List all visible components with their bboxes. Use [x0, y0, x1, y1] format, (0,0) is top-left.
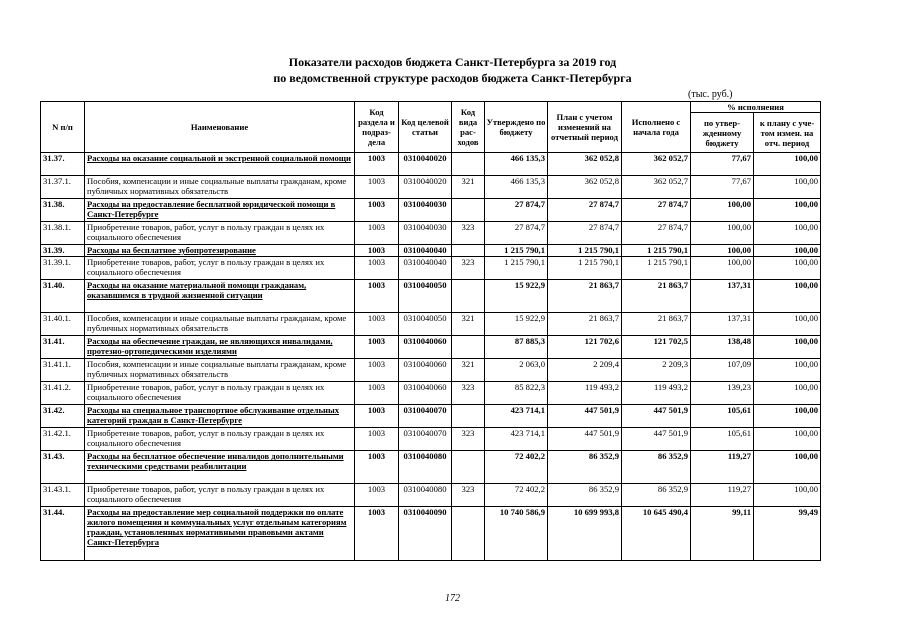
table-row	[41, 153, 821, 176]
cell-plan: 1 215 790,1	[548, 245, 622, 257]
cell-approved: 72 402,2	[485, 484, 548, 507]
cell-pct-plan: 99,49	[754, 507, 821, 561]
cell-pct-plan: 100,00	[754, 428, 821, 451]
cell-plan: 27 874,7	[548, 199, 622, 222]
cell-plan: 27 874,7	[548, 222, 622, 245]
cell-plan: 362 052,8	[548, 176, 622, 199]
cell-razdel: 1003	[355, 280, 399, 313]
cell-name: Пособия, компенсации и иные социальные выплаты гражданам, кроме публичных нормативных обязательств	[85, 313, 355, 336]
cell-name: Расходы на оказание материальной помощи гражданам, оказавшимся в трудной жизненной ситуации	[85, 280, 355, 313]
cell-csr: 0310040070	[399, 428, 452, 451]
cell-pct-budget: 105,61	[691, 428, 754, 451]
cell-razdel: 1003	[355, 153, 399, 176]
cell-razdel: 1003	[355, 176, 399, 199]
cell-vid	[452, 405, 485, 428]
cell-razdel: 1003	[355, 336, 399, 359]
cell-name: Расходы на обеспечение граждан, не являющихся инвалидами, протезно-ортопедическими изделиями	[85, 336, 355, 359]
units-label: (тыс. руб.)	[688, 89, 733, 100]
page-number: 172	[445, 593, 460, 604]
table-row	[41, 199, 821, 222]
cell-pct-plan: 100,00	[754, 199, 821, 222]
cell-done: 119 493,2	[622, 382, 691, 405]
cell-razdel: 1003	[355, 484, 399, 507]
cell-approved: 2 063,0	[485, 359, 548, 382]
cell-pct-plan: 100,00	[754, 153, 821, 176]
cell-name: Расходы на специальное транспортное обслуживание отдельных категорий граждан в Санкт-Петербурге	[85, 405, 355, 428]
cell-done: 362 052,7	[622, 153, 691, 176]
cell-pct-budget: 119,27	[691, 484, 754, 507]
cell-name: Пособия, компенсации и иные социальные выплаты гражданам, кроме публичных нормативных обязательств	[85, 176, 355, 199]
cell-csr: 0310040020	[399, 153, 452, 176]
header-name: Наименование	[85, 102, 355, 153]
cell-done: 21 863,7	[622, 313, 691, 336]
cell-csr: 0310040030	[399, 222, 452, 245]
cell-done: 27 874,7	[622, 222, 691, 245]
cell-done: 27 874,7	[622, 199, 691, 222]
table-row	[41, 336, 821, 359]
cell-csr: 0310040060	[399, 382, 452, 405]
cell-name: Расходы на предоставление бесплатной юридической помощи в Санкт-Петербурге	[85, 199, 355, 222]
cell-csr: 0310040040	[399, 257, 452, 280]
cell-pct-budget: 119,27	[691, 451, 754, 484]
cell-done: 1 215 790,1	[622, 257, 691, 280]
cell-num: 31.37.	[41, 153, 85, 176]
cell-plan: 121 702,6	[548, 336, 622, 359]
cell-name: Расходы на предоставление мер социальной поддержки по оплате жилого помещения и коммунальных услуг отдельным категориям граждан, установленных нормативными правовыми актами Санкт-Петербурга	[85, 507, 355, 561]
cell-csr: 0310040020	[399, 176, 452, 199]
cell-csr: 0310040070	[399, 405, 452, 428]
header-vid: Код вида рас-ходов	[452, 102, 485, 153]
cell-csr: 0310040060	[399, 359, 452, 382]
cell-done: 86 352,9	[622, 451, 691, 484]
cell-pct-budget: 77,67	[691, 176, 754, 199]
cell-razdel: 1003	[355, 428, 399, 451]
cell-csr: 0310040050	[399, 280, 452, 313]
cell-pct-budget: 100,00	[691, 199, 754, 222]
cell-razdel: 1003	[355, 222, 399, 245]
cell-razdel: 1003	[355, 257, 399, 280]
cell-pct-plan: 100,00	[754, 222, 821, 245]
cell-pct-budget: 99,11	[691, 507, 754, 561]
cell-vid: 321	[452, 176, 485, 199]
cell-name: Приобретение товаров, работ, услуг в пользу граждан в целях их социального обеспечения	[85, 257, 355, 280]
cell-vid: 323	[452, 428, 485, 451]
cell-vid: 321	[452, 313, 485, 336]
cell-vid	[452, 199, 485, 222]
cell-plan: 362 052,8	[548, 153, 622, 176]
table-row	[41, 382, 821, 405]
cell-plan: 10 699 993,8	[548, 507, 622, 561]
cell-pct-plan: 100,00	[754, 382, 821, 405]
cell-approved: 1 215 790,1	[485, 245, 548, 257]
cell-plan: 119 493,2	[548, 382, 622, 405]
cell-plan: 1 215 790,1	[548, 257, 622, 280]
cell-done: 86 352,9	[622, 484, 691, 507]
cell-razdel: 1003	[355, 382, 399, 405]
cell-vid	[452, 245, 485, 257]
table-row	[41, 245, 821, 257]
cell-approved: 27 874,7	[485, 199, 548, 222]
header-done: Исполнено с начала года	[622, 102, 691, 153]
header-plan: План с учетом изменений на отчетный период	[548, 102, 622, 153]
cell-approved: 466 135,3	[485, 176, 548, 199]
cell-done: 362 052,7	[622, 176, 691, 199]
cell-pct-budget: 100,00	[691, 257, 754, 280]
table-row	[41, 222, 821, 245]
cell-razdel: 1003	[355, 451, 399, 484]
table-row	[41, 451, 821, 484]
cell-plan: 447 501,9	[548, 405, 622, 428]
cell-done: 1 215 790,1	[622, 245, 691, 257]
cell-pct-budget: 137,31	[691, 313, 754, 336]
cell-done: 447 501,9	[622, 428, 691, 451]
cell-plan: 2 209,4	[548, 359, 622, 382]
cell-pct-plan: 100,00	[754, 405, 821, 428]
cell-pct-plan: 100,00	[754, 280, 821, 313]
cell-csr: 0310040080	[399, 451, 452, 484]
cell-num: 31.42.1.	[41, 428, 85, 451]
cell-num: 31.41.	[41, 336, 85, 359]
cell-num: 31.41.2.	[41, 382, 85, 405]
cell-razdel: 1003	[355, 507, 399, 561]
cell-vid	[452, 153, 485, 176]
cell-pct-plan: 100,00	[754, 176, 821, 199]
cell-approved: 87 885,3	[485, 336, 548, 359]
cell-vid: 323	[452, 484, 485, 507]
cell-plan: 86 352,9	[548, 451, 622, 484]
header-pct-budget: по утвер-жденному бюджету	[691, 113, 754, 153]
cell-done: 447 501,9	[622, 405, 691, 428]
cell-approved: 10 740 586,9	[485, 507, 548, 561]
header-approved: Утверждено по бюджету	[485, 102, 548, 153]
cell-approved: 1 215 790,1	[485, 257, 548, 280]
header-pct-plan: к плану с уче-том измен. на отч. период	[754, 113, 821, 153]
cell-razdel: 1003	[355, 245, 399, 257]
cell-plan: 447 501,9	[548, 428, 622, 451]
cell-csr: 0310040090	[399, 507, 452, 561]
table-row	[41, 313, 821, 336]
cell-plan: 86 352,9	[548, 484, 622, 507]
cell-num: 31.40.	[41, 280, 85, 313]
cell-vid	[452, 507, 485, 561]
cell-name: Расходы на оказание социальной и экстренной социальной помощи	[85, 153, 355, 176]
cell-done: 10 645 490,4	[622, 507, 691, 561]
cell-razdel: 1003	[355, 359, 399, 382]
cell-pct-budget: 105,61	[691, 405, 754, 428]
cell-vid	[452, 451, 485, 484]
table-row	[41, 359, 821, 382]
table-row	[41, 176, 821, 199]
cell-approved: 27 874,7	[485, 222, 548, 245]
cell-csr: 0310040080	[399, 484, 452, 507]
table-row	[41, 428, 821, 451]
cell-vid: 323	[452, 382, 485, 405]
cell-vid	[452, 280, 485, 313]
cell-num: 31.44.	[41, 507, 85, 561]
cell-approved: 15 922,9	[485, 313, 548, 336]
cell-num: 31.39.1.	[41, 257, 85, 280]
cell-name: Расходы на бесплатное зубопротезирование	[85, 245, 355, 257]
cell-plan: 21 863,7	[548, 313, 622, 336]
cell-num: 31.38.	[41, 199, 85, 222]
table-row	[41, 405, 821, 428]
table-row	[41, 257, 821, 280]
cell-done: 2 209,3	[622, 359, 691, 382]
cell-pct-plan: 100,00	[754, 359, 821, 382]
cell-vid: 321	[452, 359, 485, 382]
cell-vid: 323	[452, 257, 485, 280]
budget-table	[40, 101, 821, 561]
cell-pct-budget: 100,00	[691, 222, 754, 245]
cell-razdel: 1003	[355, 405, 399, 428]
cell-csr: 0310040050	[399, 313, 452, 336]
cell-approved: 423 714,1	[485, 428, 548, 451]
cell-num: 31.37.1.	[41, 176, 85, 199]
cell-pct-budget: 137,31	[691, 280, 754, 313]
cell-plan: 21 863,7	[548, 280, 622, 313]
cell-approved: 423 714,1	[485, 405, 548, 428]
report-subtitle: по ведомственной структуре расходов бюджета Санкт-Петербурга	[273, 71, 632, 85]
cell-pct-budget: 100,00	[691, 245, 754, 257]
cell-name: Приобретение товаров, работ, услуг в пользу граждан в целях их социального обеспечения	[85, 222, 355, 245]
cell-name: Приобретение товаров, работ, услуг в пользу граждан в целях их социального обеспечения	[85, 484, 355, 507]
cell-pct-budget: 77,67	[691, 153, 754, 176]
cell-approved: 85 822,3	[485, 382, 548, 405]
cell-num: 31.42.	[41, 405, 85, 428]
header-num: N п/п	[41, 102, 85, 153]
cell-num: 31.43.	[41, 451, 85, 484]
cell-num: 31.38.1.	[41, 222, 85, 245]
cell-csr: 0310040060	[399, 336, 452, 359]
cell-pct-budget: 107,09	[691, 359, 754, 382]
cell-done: 21 863,7	[622, 280, 691, 313]
cell-num: 31.39.	[41, 245, 85, 257]
table-body	[41, 153, 821, 561]
cell-approved: 15 922,9	[485, 280, 548, 313]
cell-name: Расходы на бесплатное обеспечение инвалидов дополнительными техническими средствами реабилитации	[85, 451, 355, 484]
cell-pct-budget: 138,48	[691, 336, 754, 359]
cell-pct-plan: 100,00	[754, 336, 821, 359]
cell-vid	[452, 336, 485, 359]
cell-pct-plan: 100,00	[754, 257, 821, 280]
cell-pct-plan: 100,00	[754, 484, 821, 507]
header-pct-group: % исполнения	[691, 102, 821, 113]
cell-pct-plan: 100,00	[754, 451, 821, 484]
cell-num: 31.40.1.	[41, 313, 85, 336]
cell-vid: 323	[452, 222, 485, 245]
cell-name: Приобретение товаров, работ, услуг в пользу граждан в целях их социального обеспечения	[85, 382, 355, 405]
table-row	[41, 280, 821, 313]
table-row	[41, 484, 821, 507]
cell-pct-plan: 100,00	[754, 245, 821, 257]
cell-pct-plan: 100,00	[754, 313, 821, 336]
cell-pct-budget: 139,23	[691, 382, 754, 405]
report-title: Показатели расходов бюджета Санкт-Петербурга за 2019 год	[288, 55, 617, 69]
cell-approved: 72 402,2	[485, 451, 548, 484]
cell-csr: 0310040030	[399, 199, 452, 222]
cell-razdel: 1003	[355, 313, 399, 336]
cell-done: 121 702,5	[622, 336, 691, 359]
cell-approved: 466 135,3	[485, 153, 548, 176]
cell-csr: 0310040040	[399, 245, 452, 257]
cell-razdel: 1003	[355, 199, 399, 222]
header-razdel: Код раздела и подраз-дела	[355, 102, 399, 153]
cell-num: 31.43.1.	[41, 484, 85, 507]
header-csr: Код целевой статьи	[399, 102, 452, 153]
table-row	[41, 507, 821, 561]
cell-num: 31.41.1.	[41, 359, 85, 382]
cell-name: Пособия, компенсации и иные социальные выплаты гражданам, кроме публичных нормативных обязательств	[85, 359, 355, 382]
cell-name: Приобретение товаров, работ, услуг в пользу граждан в целях их социального обеспечения	[85, 428, 355, 451]
